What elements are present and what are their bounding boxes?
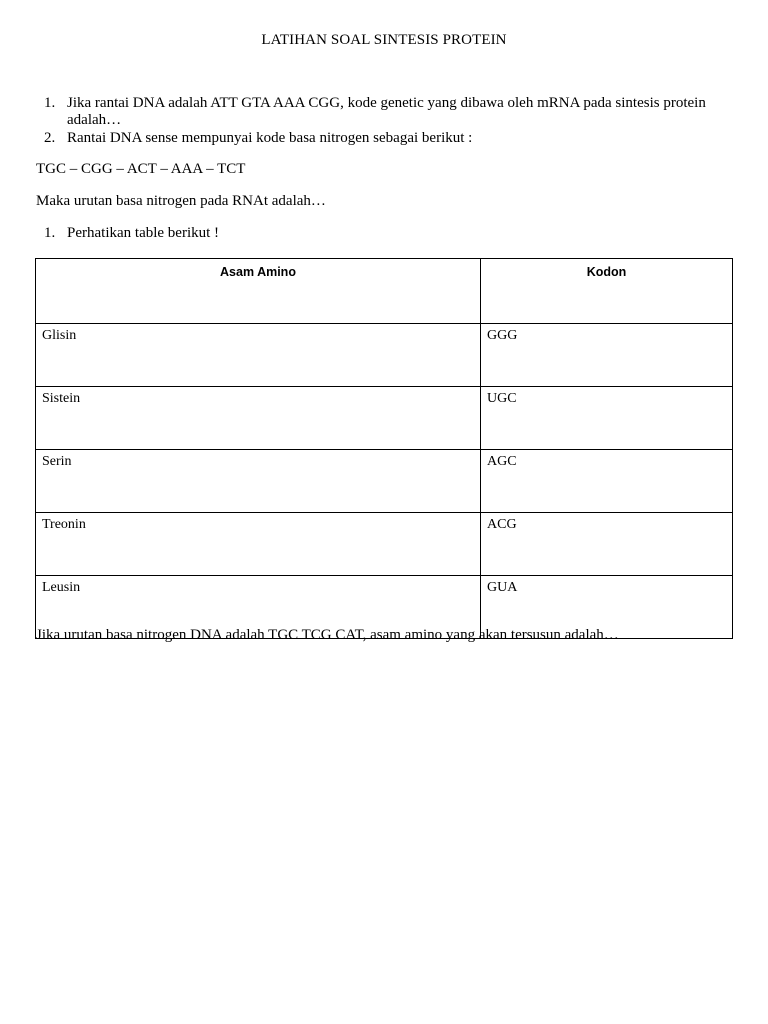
question-number: 1. xyxy=(44,95,56,111)
question-text: Jika rantai DNA adalah ATT GTA AAA CGG, kode genetic yang dibawa oleh mRNA pada sintesis protein adalah… xyxy=(67,95,706,129)
question-number: 2. xyxy=(44,129,56,146)
question-item xyxy=(36,95,736,130)
table-row xyxy=(36,513,733,576)
column-header-amino-acid: Asam Amino xyxy=(36,259,481,324)
question-text: Perhatikan table berikut ! xyxy=(67,225,220,241)
table-header-row xyxy=(36,259,733,324)
question-list xyxy=(36,95,736,147)
amino-acid-cell: Leusin xyxy=(36,576,481,639)
amino-acid-cell: Serin xyxy=(36,450,481,513)
amino-acid-table xyxy=(35,258,733,639)
amino-acid-cell: Glisin xyxy=(36,324,481,387)
question-item xyxy=(36,130,736,147)
question-number: 1. xyxy=(44,225,56,241)
final-question: Jika urutan basa nitrogen DNA adalah TGC TCG CAT, asam amino yang akan tersusun adalah… xyxy=(36,627,619,643)
question-text: Rantai DNA sense mempunyai kode basa nitrogen sebagai berikut : xyxy=(67,129,473,146)
amino-acid-cell: Treonin xyxy=(36,513,481,576)
column-header-codon: Kodon xyxy=(481,259,733,324)
codon-cell: GGG xyxy=(481,324,733,387)
amino-acid-cell: Sistein xyxy=(36,387,481,450)
dna-sequence: TGC – CGG – ACT – AAA – TCT xyxy=(36,161,246,177)
codon-cell: ACG xyxy=(481,513,733,576)
codon-cell: GUA xyxy=(481,576,733,639)
codon-cell: UGC xyxy=(481,387,733,450)
table-row xyxy=(36,450,733,513)
question-item xyxy=(36,225,736,242)
codon-cell: AGC xyxy=(481,450,733,513)
page-title: LATIHAN SOAL SINTESIS PROTEIN xyxy=(261,32,507,48)
table-row xyxy=(36,387,733,450)
question-followup: Maka urutan basa nitrogen pada RNAt adalah… xyxy=(36,193,326,209)
table-row xyxy=(36,324,733,387)
